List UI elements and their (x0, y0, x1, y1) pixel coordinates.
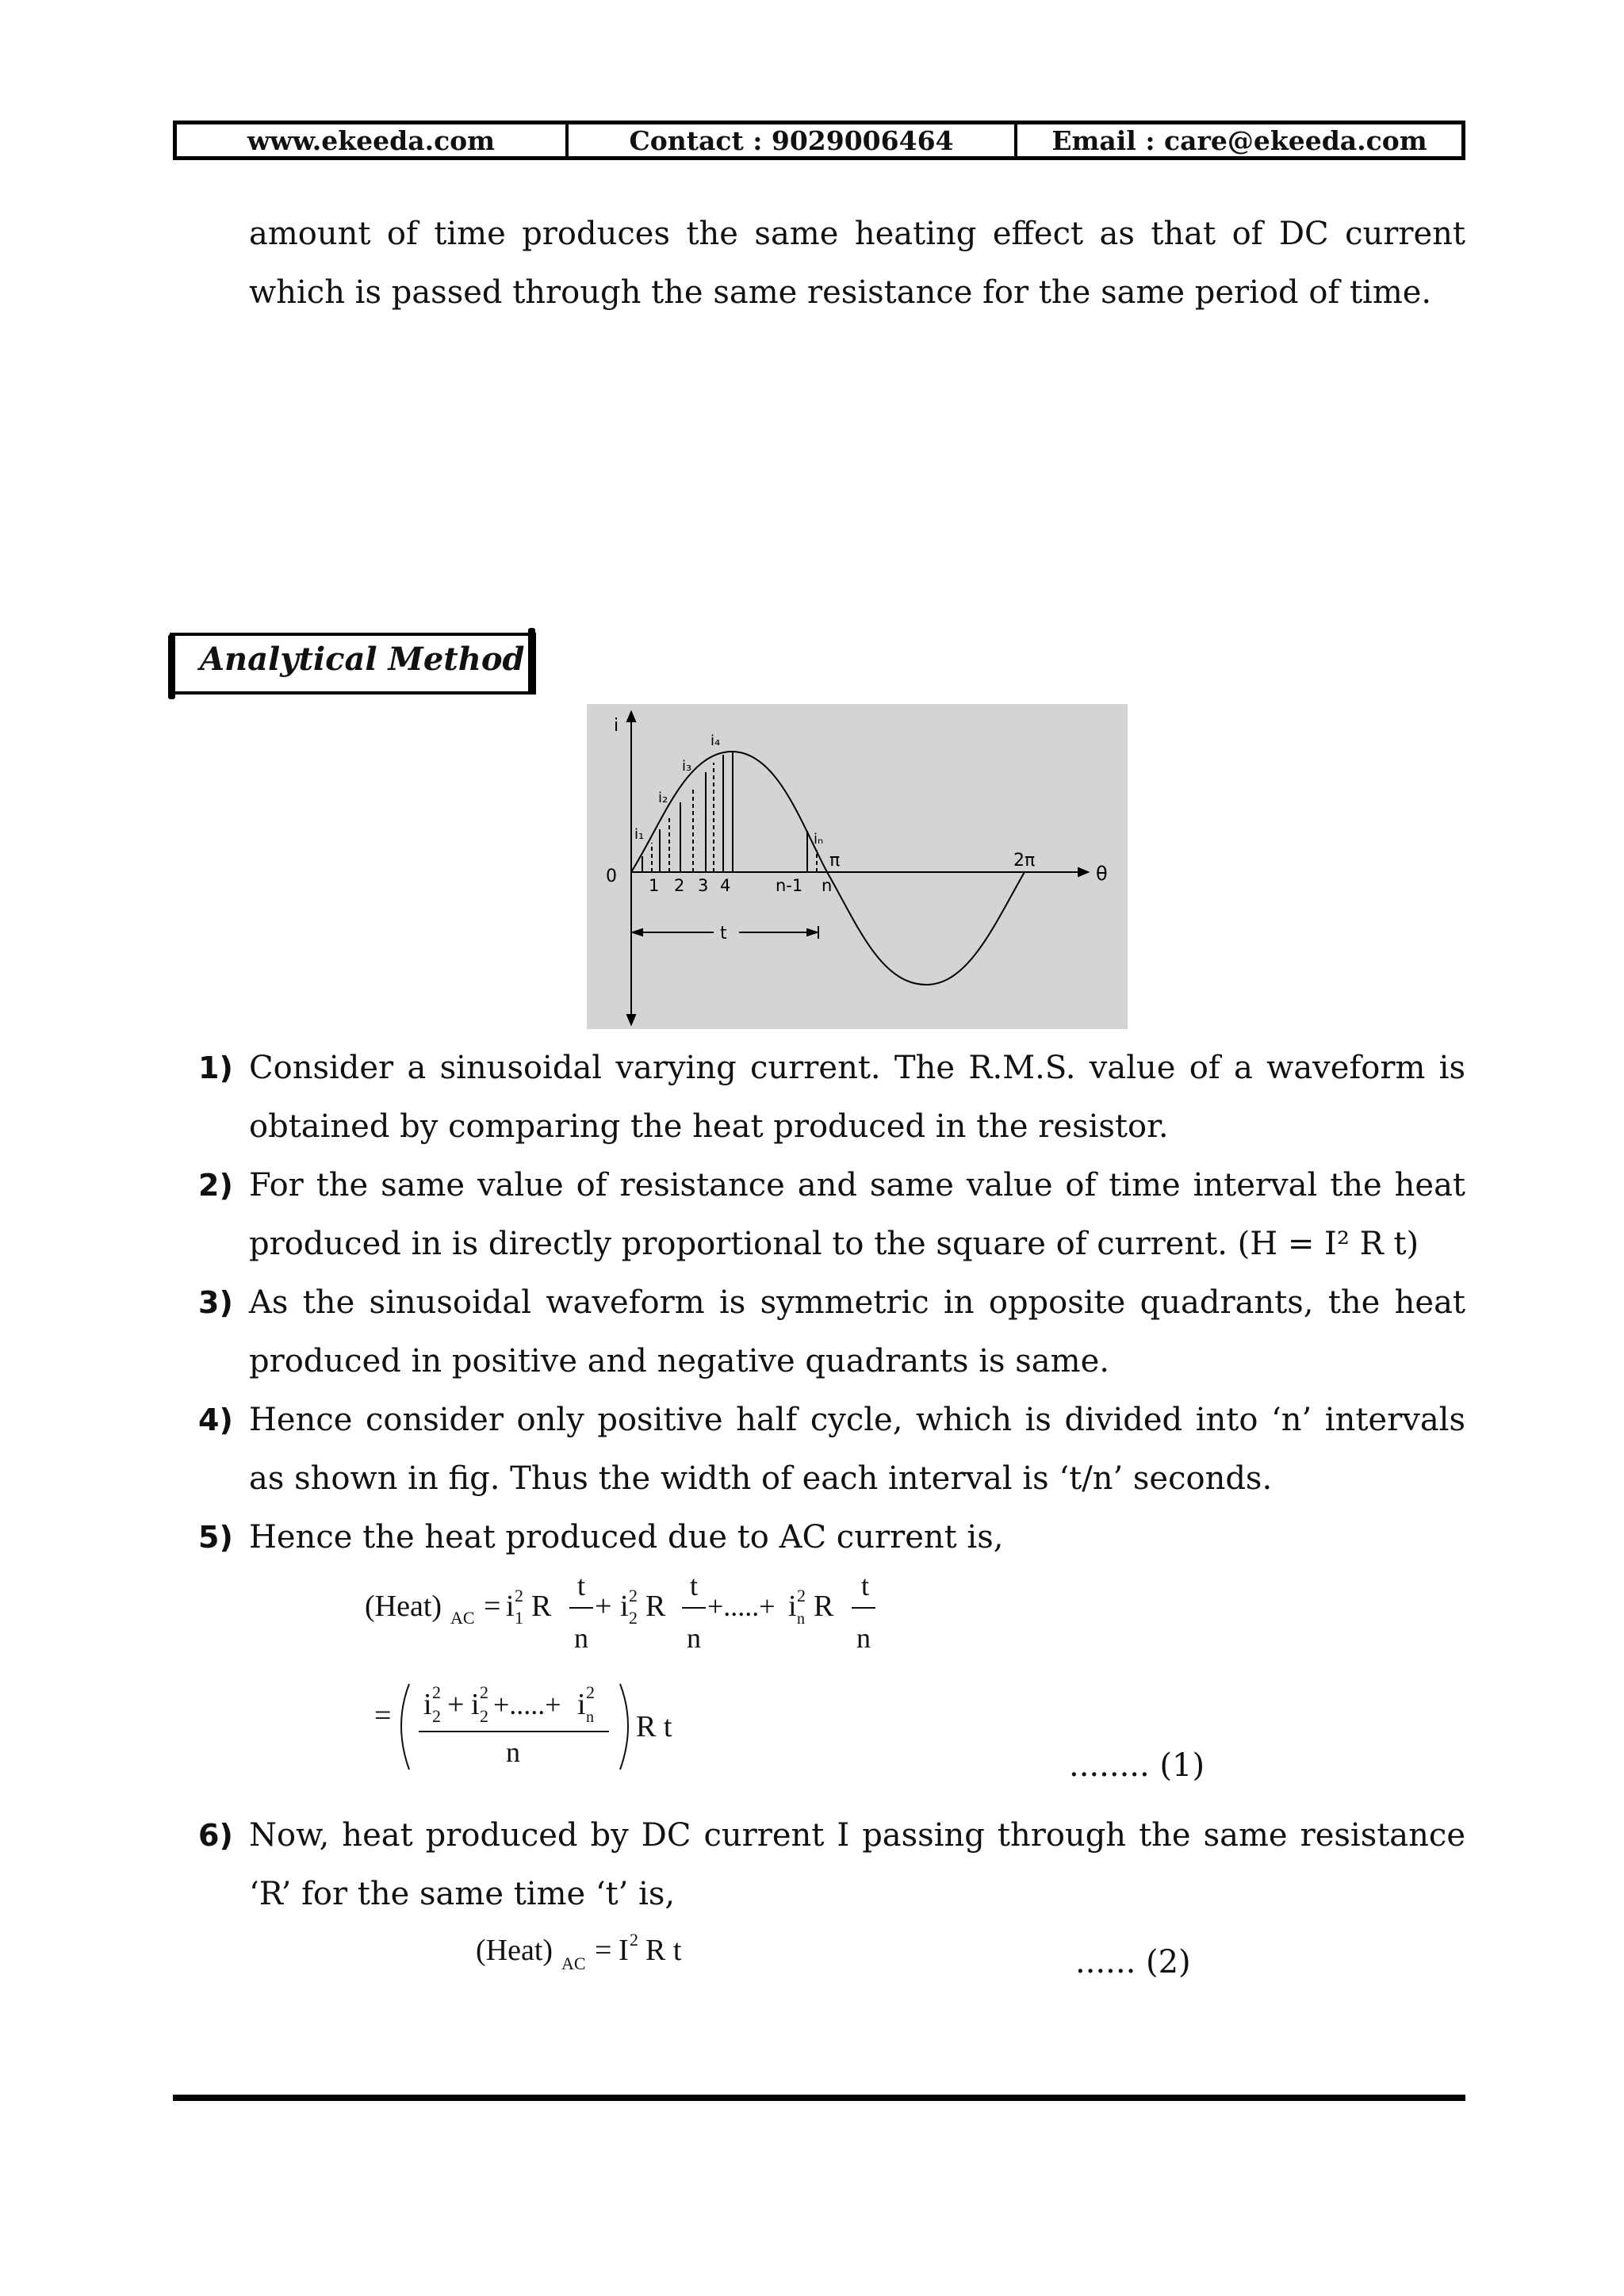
eq2-heat: (Heat) (476, 1934, 553, 1967)
eq2-I-sq: 2 (630, 1930, 638, 1950)
eq1b-plus: + (447, 1688, 465, 1721)
eq2-I: I (619, 1934, 629, 1967)
eq1-plus1: + (595, 1590, 612, 1623)
eq1-in: i (788, 1590, 797, 1623)
eq1-n1: n (574, 1622, 588, 1654)
eq1-t1: t (577, 1578, 586, 1601)
header-contact: Contact : 9029006464 (569, 124, 1017, 156)
list-item-2 (198, 1156, 1465, 1273)
eq1b-ia: i (423, 1688, 432, 1721)
eq1-t2: t (690, 1578, 699, 1601)
item-number: 2) (198, 1168, 233, 1203)
eq1b-ib-sub: 2 (480, 1706, 488, 1726)
item-number: 4) (198, 1402, 233, 1437)
x-axis-label: θ (1096, 863, 1108, 885)
item-1-line-1: Consider a sinusoidal varying current. The R.M.S. value of a waveform is (249, 1050, 1465, 1086)
eq1-plusdots: +.....+ (707, 1590, 776, 1622)
item-5-line-1: Hence the heat produced due to AC current is, (249, 1519, 1004, 1556)
equation-1-simplified (374, 1673, 707, 1776)
eq1-i2-sub: 2 (629, 1608, 638, 1628)
eq1b-in-sq: 2 (586, 1682, 595, 1702)
interval-label-1: 1 (649, 876, 660, 895)
eq1-R2: R (645, 1590, 666, 1623)
current-label-i2: i₂ (658, 790, 668, 806)
equation-2-number: ...... (2) (1075, 1944, 1191, 1980)
item-number: 1) (198, 1050, 233, 1085)
item-2-line-2: produced in is directly proportional to the square of current. (H = I² R t) (249, 1226, 1419, 1262)
origin-label: 0 (606, 867, 617, 886)
equation-1 (365, 1578, 920, 1665)
eq2-Rt: R t (645, 1934, 682, 1967)
eq1-t3: t (861, 1578, 870, 1601)
eq1-i2-sq: 2 (629, 1586, 638, 1605)
equation-2 (476, 1927, 730, 1990)
intro-paragraph (249, 205, 1465, 322)
section-title: Analytical Method (200, 641, 525, 678)
eq1-R3: R (814, 1590, 834, 1623)
pi-label: π (829, 851, 841, 871)
current-label-i4: i₄ (710, 733, 721, 749)
header-email[interactable]: Email : care@ekeeda.com (1051, 124, 1427, 156)
eq1b-in-sub: n (586, 1709, 594, 1726)
current-label-in: iₙ (814, 831, 824, 848)
eq1b-ib-sq: 2 (480, 1682, 488, 1702)
eq2-ac-sub: AC (561, 1954, 586, 1973)
item-1-line-2: obtained by comparing the heat produced in the resistor. (249, 1108, 1169, 1145)
item-2-line-1: For the same value of resistance and same value of time interval the heat (249, 1167, 1465, 1203)
eq1-n2: n (687, 1622, 701, 1654)
eq1-R1: R (531, 1590, 552, 1623)
item-6-line-2: ‘R’ for the same time ‘t’ is, (249, 1876, 676, 1912)
eq1-in-sub: n (797, 1610, 805, 1628)
current-label-i3: i₃ (682, 758, 692, 775)
item-3-line-1: As the sinusoidal waveform is symmetric in opposite quadrants, the heat (249, 1284, 1465, 1321)
eq1-i1-sq: 2 (515, 1586, 523, 1605)
item-number: 3) (198, 1285, 233, 1320)
eq1b-Rt: R t (636, 1710, 672, 1743)
y-axis-label: i (614, 716, 619, 736)
numbered-list (198, 1039, 1465, 1567)
list-item-6 (198, 1806, 1465, 1923)
interval-label-n-1: n-1 (776, 876, 803, 895)
numbered-list-continued (198, 1806, 1465, 1923)
item-6-line-1: Now, heat produced by DC current I passing through the same resistance (249, 1817, 1465, 1854)
interval-label-n: n (822, 876, 833, 895)
eq1b-in: i (577, 1688, 586, 1721)
interval-label-4: 4 (720, 876, 731, 895)
eq1b-n: n (506, 1736, 520, 1768)
intro-line-2: which is passed through the same resistance for the same period of time. (249, 274, 1432, 311)
item-number: 6) (198, 1818, 233, 1853)
item-4-line-1: Hence consider only positive half cycle, which is divided into ‘n’ intervals (249, 1402, 1465, 1438)
footer-rule (173, 2095, 1465, 2101)
eq1-in-sq: 2 (797, 1586, 806, 1605)
list-item-4 (198, 1391, 1465, 1508)
interval-label-2: 2 (674, 876, 685, 895)
two-pi-label: 2π (1013, 851, 1036, 871)
eq1-equals: = (484, 1590, 501, 1623)
eq1b-ib: i (471, 1688, 480, 1721)
item-number: 5) (198, 1520, 233, 1555)
eq1b-ia-sub: 2 (432, 1706, 441, 1726)
item-3-line-2: produced in positive and negative quadrants is same. (249, 1343, 1109, 1380)
eq1-n3: n (856, 1622, 871, 1654)
eq1-i1: i (506, 1590, 515, 1623)
header-website[interactable]: www.ekeeda.com (177, 124, 569, 156)
item-4-line-2: as shown in fig. Thus the width of each interval is ‘t/n’ seconds. (249, 1460, 1273, 1497)
header-bar (173, 121, 1465, 160)
eq1-i2: i (620, 1590, 629, 1623)
eq1-i1-sub: 1 (515, 1608, 523, 1628)
t-label: t (720, 924, 727, 943)
eq1-heat: (Heat) (365, 1590, 442, 1623)
eq2-equals: = (595, 1934, 612, 1967)
list-item-1 (198, 1039, 1465, 1156)
list-item-5 (198, 1508, 1465, 1567)
eq1b-equals: = (374, 1699, 392, 1732)
equation-1-number: ........ (1) (1069, 1747, 1205, 1784)
sine-wave-figure (587, 704, 1128, 1029)
current-label-i1: i₁ (634, 826, 645, 843)
list-item-3 (198, 1273, 1465, 1391)
eq1-ac-sub: AC (450, 1608, 475, 1628)
eq1b-plusdots: +.....+ (493, 1689, 561, 1720)
eq1b-ia-sq: 2 (432, 1682, 441, 1702)
interval-label-3: 3 (698, 876, 709, 895)
intro-line-1: amount of time produces the same heating effect as that of DC current (249, 216, 1465, 252)
